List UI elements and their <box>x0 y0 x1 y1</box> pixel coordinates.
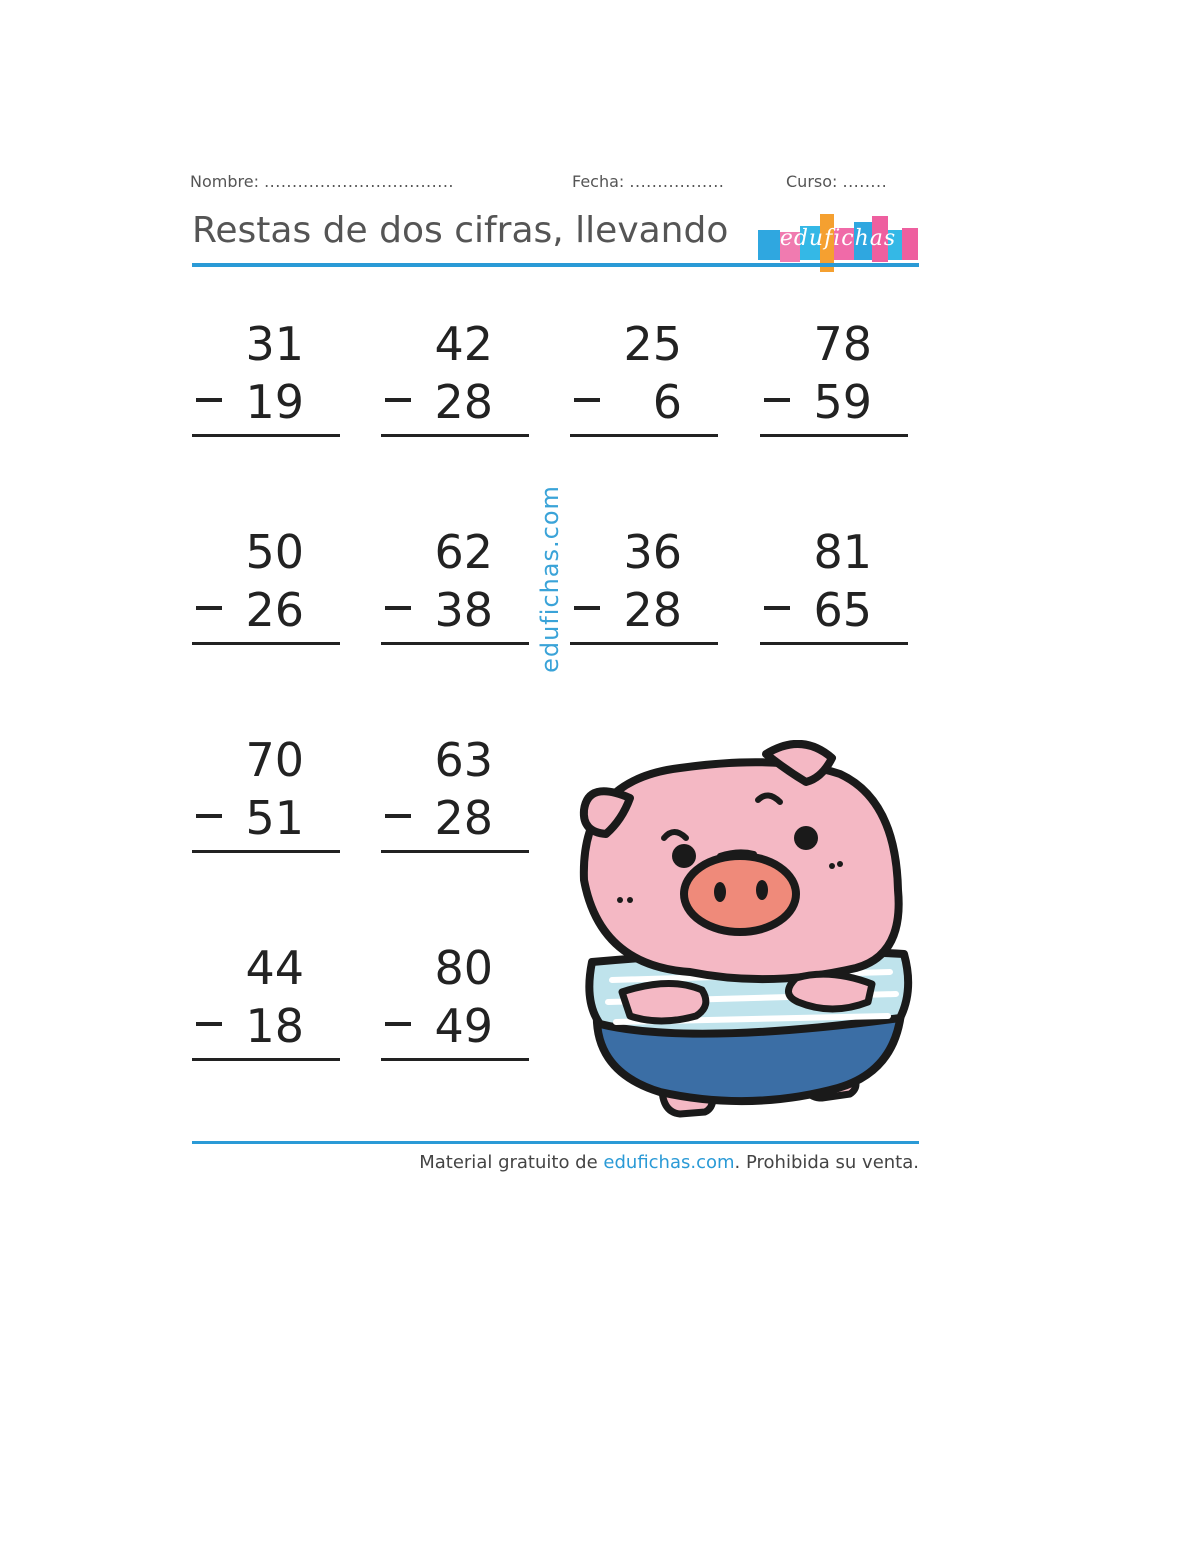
edufichas-logo: edufichas <box>756 212 920 274</box>
minus-sign <box>196 814 222 818</box>
subtrahend: 59 <box>813 375 872 429</box>
minuend: 44 <box>245 941 304 995</box>
minus-sign <box>196 398 222 402</box>
subtraction-problem <box>192 318 342 438</box>
minus-sign <box>385 606 411 610</box>
minus-sign <box>385 814 411 818</box>
fecha-field: Fecha: ................. <box>572 172 725 191</box>
subtraction-problem <box>381 318 531 438</box>
subtraction-problem <box>192 734 342 854</box>
subtrahend: 49 <box>434 999 493 1053</box>
answer-line <box>760 642 908 645</box>
footer-divider <box>192 1141 919 1144</box>
subtrahend: 28 <box>434 791 493 845</box>
subtraction-problem <box>760 318 910 438</box>
subtrahend: 18 <box>245 999 304 1053</box>
title-divider <box>192 263 919 267</box>
minuend: 70 <box>245 733 304 787</box>
subtraction-problem <box>192 942 342 1062</box>
minuend: 63 <box>434 733 493 787</box>
answer-line <box>381 1058 529 1061</box>
answer-line <box>381 434 529 437</box>
answer-line <box>192 1058 340 1061</box>
nombre-field: Nombre: .................................. <box>190 172 454 191</box>
watermark: edufichas.com <box>536 485 564 673</box>
minus-sign <box>196 606 222 610</box>
subtraction-problem <box>381 526 531 646</box>
minuend: 25 <box>623 317 682 371</box>
minuend: 31 <box>245 317 304 371</box>
subtrahend: 28 <box>434 375 493 429</box>
subtraction-problem <box>570 526 720 646</box>
minus-sign <box>574 398 600 402</box>
minuend: 81 <box>813 525 872 579</box>
minus-sign <box>196 1022 222 1026</box>
minuend: 62 <box>434 525 493 579</box>
subtrahend: 26 <box>245 583 304 637</box>
minus-sign <box>764 398 790 402</box>
minuend: 78 <box>813 317 872 371</box>
answer-line <box>570 642 718 645</box>
student-fields <box>190 172 920 196</box>
minuend: 42 <box>434 317 493 371</box>
minuend: 80 <box>434 941 493 995</box>
answer-line <box>192 642 340 645</box>
pig-icon <box>570 740 920 1130</box>
answer-line <box>381 850 529 853</box>
minus-sign <box>385 1022 411 1026</box>
subtrahend: 28 <box>623 583 682 637</box>
answer-line <box>760 434 908 437</box>
subtrahend: 65 <box>813 583 872 637</box>
answer-line <box>192 850 340 853</box>
page-title: Restas de dos cifras, llevando <box>192 210 729 251</box>
footer: Material gratuito de edufichas.com. Prohibida su venta. <box>419 1152 919 1173</box>
minuend: 50 <box>245 525 304 579</box>
subtrahend: 51 <box>245 791 304 845</box>
subtrahend: 6 <box>652 375 682 429</box>
answer-line <box>570 434 718 437</box>
curso-field: Curso: ........ <box>786 172 888 191</box>
subtrahend: 19 <box>245 375 304 429</box>
answer-line <box>381 642 529 645</box>
subtraction-problem <box>760 526 910 646</box>
footer-link[interactable]: edufichas.com <box>603 1152 735 1173</box>
minus-sign <box>764 606 790 610</box>
subtrahend: 38 <box>434 583 493 637</box>
answer-line <box>192 434 340 437</box>
subtraction-problem <box>381 734 531 854</box>
minus-sign <box>385 398 411 402</box>
subtraction-problem <box>570 318 720 438</box>
subtraction-problem <box>192 526 342 646</box>
subtraction-problem <box>381 942 531 1062</box>
minuend: 36 <box>623 525 682 579</box>
